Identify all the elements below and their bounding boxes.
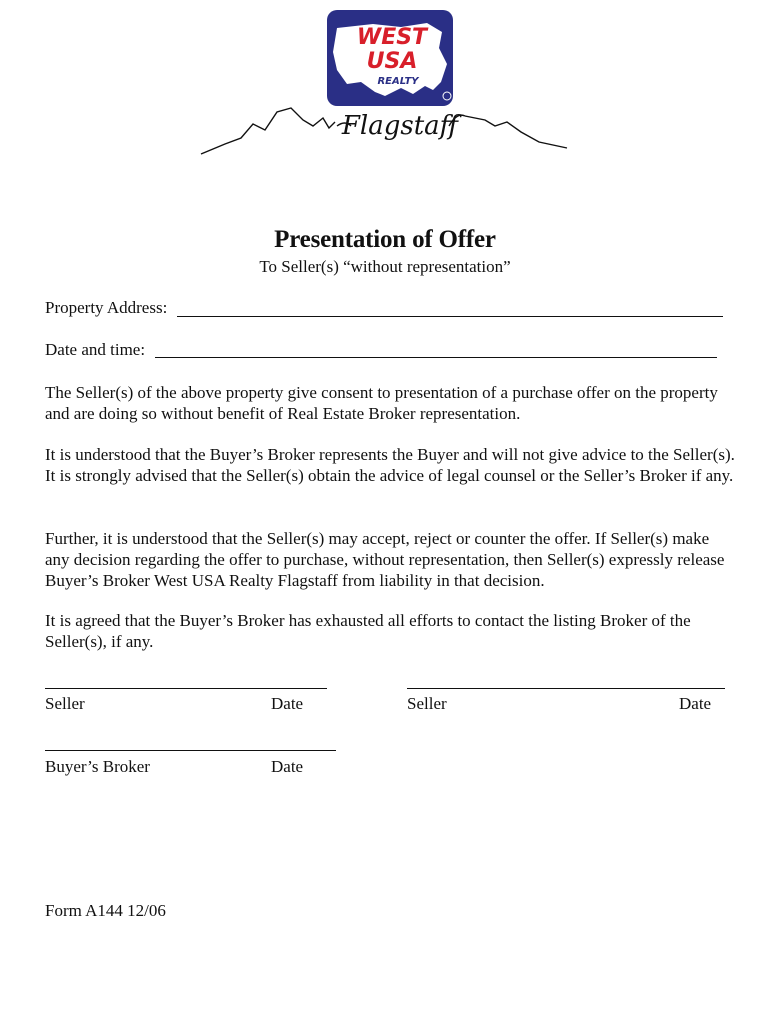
paragraph-exhausted-efforts: It is agreed that the Buyer’s Broker has exhausted all efforts to contact the listing Broker of the Seller(s), if any. [45, 611, 691, 651]
logo-artwork [195, 8, 575, 158]
property-address-field[interactable] [177, 316, 723, 317]
registered-mark-icon [443, 92, 451, 100]
west-usa-realty-logo [195, 8, 575, 158]
form-number: Form A144 12/06 [45, 901, 166, 920]
seller-1-signature-field[interactable] [45, 688, 327, 689]
seller-2-label: Seller [407, 694, 447, 713]
paragraph-consent: The Seller(s) of the above property give consent to presentation of a purchase offer on the property and are doing so without benefit of Real Estate Broker representation. [45, 383, 718, 423]
date-time-field[interactable] [155, 357, 717, 358]
seller-2-date-label: Date [679, 694, 712, 713]
logo-script-flagstaff: Flagstaff [341, 111, 459, 141]
logo-text-usa: USA [366, 49, 418, 74]
date-time-label: Date and time: [45, 340, 146, 359]
paragraph-buyers-broker: It is understood that the Buyer’s Broker represents the Buyer and will not give advice to the Seller(s). It is strongly advised that the Seller(s) obtain the advice of legal counsel or the Seller’s Broker if any. [45, 445, 735, 485]
logo-text-west: WEST [356, 25, 428, 50]
mountain-skyline-right-icon [465, 116, 567, 148]
mountain-skyline-icon [201, 108, 335, 154]
buyers-broker-label: Buyer’s Broker [45, 757, 150, 776]
document-title: Presentation of Offer [274, 226, 496, 253]
buyers-broker-date-label: Date [271, 757, 304, 776]
buyers-broker-signature-field[interactable] [45, 750, 336, 751]
document-subtitle: To Seller(s) “without representation” [259, 257, 511, 276]
seller-1-label: Seller [45, 694, 85, 713]
seller-2-signature-field[interactable] [407, 688, 725, 689]
paragraph-release: Further, it is understood that the Seller(s) may accept, reject or counter the offer. If Seller(s) make any decision regarding the offer to purchase, without representation, then Seller(s) expressly release Buyer’s Broker West USA Realty Flagstaff from liability in that decision. [45, 529, 725, 590]
logo-text-realty: REALTY [377, 76, 419, 87]
seller-1-date-label: Date [271, 694, 304, 713]
property-address-label: Property Address: [45, 298, 168, 317]
